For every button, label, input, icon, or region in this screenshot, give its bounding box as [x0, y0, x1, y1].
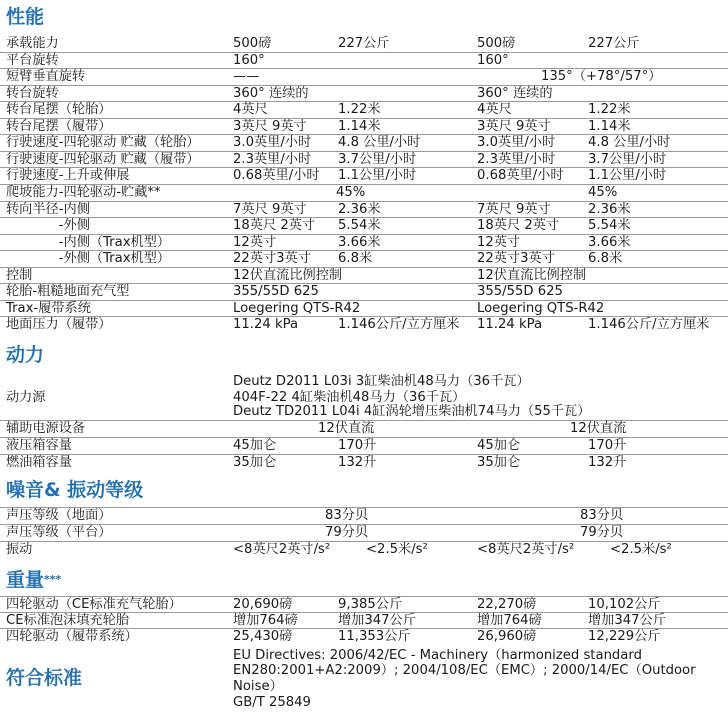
table-row [0, 135, 728, 151]
row-value: 83分贝 [325, 508, 369, 523]
row-value: 2.36米 [588, 201, 631, 217]
row-label: 行驶速度-四轮驱动 贮藏（履带） [6, 151, 200, 167]
row-value: 12英寸 [233, 234, 277, 250]
footnote-marker: *** [44, 573, 62, 586]
row-value: 1.1公里/小时 [588, 168, 667, 184]
row-label: 转台旋转 [6, 85, 59, 101]
row-value: 3英尺 9英寸 [477, 118, 551, 134]
row-value: 1.14米 [588, 118, 631, 134]
row-value: 9,385公斤 [338, 597, 403, 612]
row-value: 3.66米 [338, 234, 381, 250]
table-row [0, 202, 728, 218]
row-value: 4.8 公里/小时 [588, 135, 671, 151]
compliance-line-text: EN280:2001+A2:2009）; 2004/108/EC（EMC）; 2000/14/EC（Outdoor [233, 663, 696, 678]
row-value: 0.68英里/小时 [233, 168, 320, 184]
row-value: 1.146公斤/立方厘米 [338, 317, 460, 333]
row-value: 360° 连续的 [233, 85, 309, 101]
row-value: <2.5米/s² [366, 542, 428, 557]
table-row [0, 374, 728, 390]
compliance-line-text: Noise） [233, 679, 283, 694]
row-value: 35加仑 [477, 455, 521, 470]
row-value: 160° [233, 52, 265, 68]
table-row [0, 235, 728, 251]
row-value: 6.8米 [588, 251, 623, 267]
row-value: 22英寸3英寸 [477, 251, 555, 267]
row-value: 11,353公斤 [338, 629, 411, 644]
row-value: 2.3英里/小时 [477, 151, 556, 167]
row-value: 22,270磅 [477, 597, 537, 612]
row-value: 227公斤 [588, 36, 640, 51]
table-row [0, 268, 728, 284]
row-value: 20,690磅 [233, 597, 293, 612]
row-label: Trax-履带系统 [6, 300, 91, 316]
row-label: 行驶速度-四轮驱动 贮藏（轮胎） [6, 135, 200, 151]
row-value: 4英尺 [477, 102, 512, 118]
row-value: 26,960磅 [477, 629, 537, 644]
power-source-line: 404F-22 4缸柴油机48马力（36千瓦） [233, 390, 466, 405]
row-value: 5.54米 [338, 218, 381, 234]
row-value: 1.1公里/小时 [338, 168, 417, 184]
section-title-weight-text: 重量 [6, 569, 45, 591]
row-value: 1.22米 [338, 102, 381, 118]
row-value: 2.3英里/小时 [233, 151, 312, 167]
section-title-weight [6, 568, 61, 592]
table-row [0, 152, 728, 168]
compliance-line [0, 679, 728, 695]
row-value: 5.54米 [588, 218, 631, 234]
power-source-line: Deutz D2011 L03i 3缸柴油机48马力（36千瓦） [233, 374, 530, 389]
row-value: 360° 连续的 [477, 85, 553, 101]
row-value: 18英尺 2英寸 [477, 218, 560, 234]
table-row [0, 613, 728, 629]
row-value: 12,229公斤 [588, 629, 661, 644]
section-title-noise: 噪音& 振动等级 [6, 479, 144, 501]
row-value: 增加347公斤 [588, 613, 666, 628]
row-value: 170升 [588, 438, 627, 453]
row-value: 500磅 [233, 36, 272, 51]
row-value: <2.5米/s² [610, 542, 672, 557]
row-label: 承载能力 [6, 36, 59, 51]
row-value: 35加仑 [233, 455, 277, 470]
row-label: 转台尾摆（轮胎） [6, 102, 112, 118]
row-value: 0.68英里/小时 [477, 168, 564, 184]
table-row [0, 508, 728, 524]
row-label: 控制 [6, 267, 33, 283]
row-value: 3.0英里/小时 [233, 135, 312, 151]
table-row [0, 404, 728, 420]
row-value: 11.24 kPa [233, 317, 299, 333]
row-label: 行驶速度-上升或伸展 [6, 168, 130, 184]
row-value: Loegering QTS-R42 [233, 300, 361, 316]
row-label: 爬坡能力-四轮驱动-贮藏** [6, 184, 161, 200]
row-value: 3.66米 [588, 234, 631, 250]
row-value: 1.14米 [338, 118, 381, 134]
row-label: 短臂垂直旋转 [6, 69, 86, 85]
table-row [0, 317, 728, 333]
row-value: 500磅 [477, 36, 516, 51]
row-label: CE标准泡沫填充轮胎 [6, 613, 130, 628]
table-row [0, 542, 728, 558]
table-row [0, 36, 728, 52]
row-label: 动力源 [6, 390, 46, 405]
row-value: —— [233, 69, 260, 85]
row-value: 83分贝 [580, 508, 624, 523]
row-value: 12伏直流 [318, 421, 375, 436]
row-value: <8英尺2英寸/s² [233, 542, 331, 557]
row-value: 79分贝 [325, 525, 369, 540]
table-row [0, 455, 728, 471]
row-value: 18英尺 2英寸 [233, 218, 316, 234]
table-row [0, 629, 728, 645]
table-row [0, 301, 728, 317]
row-value: 12伏直流比例控制 [233, 267, 343, 283]
section-title-power: 动力 [6, 344, 45, 366]
row-value: 45加仑 [477, 438, 521, 453]
row-label: -内侧（Trax机型） [6, 234, 171, 250]
row-label: -外侧（Trax机型） [6, 251, 171, 267]
row-label: -外侧 [6, 218, 90, 234]
row-value: 3.7公里/小时 [338, 151, 417, 167]
row-value: 170升 [338, 438, 377, 453]
row-value: 4.8 公里/小时 [338, 135, 421, 151]
row-label: 四轮驱动（履带系统） [6, 629, 138, 644]
row-value: Loegering QTS-R42 [477, 300, 605, 316]
row-label: 辅助电源设备 [6, 421, 86, 436]
row-value: 22英寸3英寸 [233, 251, 311, 267]
row-value: 45% [588, 184, 618, 200]
row-value: 10,102公斤 [588, 597, 661, 612]
row-value: 增加347公斤 [338, 613, 416, 628]
row-label: 液压箱容量 [6, 438, 72, 453]
row-label: 声压等级（平台） [6, 525, 112, 540]
row-label: 四轮驱动（CE标准充气轮胎） [6, 597, 182, 612]
row-value: 79分贝 [580, 525, 624, 540]
row-label: 地面压力（履带） [6, 317, 112, 333]
table-row [0, 53, 728, 69]
row-value: 6.8米 [338, 251, 373, 267]
table-row [0, 597, 728, 613]
row-value: 25,430磅 [233, 629, 293, 644]
row-value: 3.7公里/小时 [588, 151, 667, 167]
row-value: 45% [336, 184, 366, 200]
row-value: 12伏直流 [570, 421, 627, 436]
table-row [0, 438, 728, 454]
row-label: 燃油箱容量 [6, 455, 72, 470]
table-row [0, 86, 728, 102]
row-value: 3英尺 9英寸 [233, 118, 307, 134]
row-label: 振动 [6, 542, 33, 557]
row-value: <8英尺2英寸/s² [477, 542, 575, 557]
row-value: 160° [477, 52, 509, 68]
row-value: 227公斤 [338, 36, 390, 51]
row-label: 声压等级（地面） [6, 508, 112, 523]
row-value: 12伏直流比例控制 [477, 267, 587, 283]
row-value: 增加764磅 [477, 613, 542, 628]
row-value: 135°（+78°/57°） [541, 69, 662, 85]
row-value: 7英尺 9英寸 [477, 201, 551, 217]
compliance-line-text: EU Directives: 2006/42/EC - Machinery（harmonized standard [233, 648, 642, 663]
row-value: 12英寸 [477, 234, 521, 250]
table-row [0, 69, 728, 85]
power-source-line: Deutz TD2011 L04i 4缸涡轮增压柴油机74马力（55千瓦） [233, 404, 591, 419]
table-row [0, 525, 728, 541]
row-label: 转向半径-内侧 [6, 201, 90, 217]
row-label: 轮胎-粗糙地面充气型 [6, 284, 130, 300]
row-value: 2.36米 [338, 201, 381, 217]
row-value: 355/55D 625 [477, 284, 563, 300]
compliance-line [0, 663, 728, 679]
row-value: 1.22米 [588, 102, 631, 118]
compliance-line [0, 648, 728, 664]
table-row [0, 421, 728, 437]
row-value: 132升 [588, 455, 627, 470]
row-value: 11.24 kPa [477, 317, 543, 333]
compliance-line-text: GB/T 25849 [233, 695, 311, 710]
row-label: 转台尾摆（履带） [6, 118, 112, 134]
table-row [0, 218, 728, 234]
row-value: 132升 [338, 455, 377, 470]
table-row [0, 168, 728, 184]
row-value: 1.146公斤/立方厘米 [588, 317, 710, 333]
row-value: 增加764磅 [233, 613, 298, 628]
row-label: 平台旋转 [6, 52, 59, 68]
table-row [0, 251, 728, 267]
row-value: 355/55D 625 [233, 284, 319, 300]
row-value: 3.0英里/小时 [477, 135, 556, 151]
table-row [0, 119, 728, 135]
row-value: 4英尺 [233, 102, 268, 118]
section-title-compliance: 符合标准 [6, 667, 83, 689]
row-value: 7英尺 9英寸 [233, 201, 307, 217]
section-title-performance: 性能 [6, 6, 45, 28]
compliance-line [0, 695, 728, 711]
table-row [0, 185, 728, 201]
table-row [0, 284, 728, 300]
table-row [0, 102, 728, 118]
row-value: 45加仑 [233, 438, 277, 453]
